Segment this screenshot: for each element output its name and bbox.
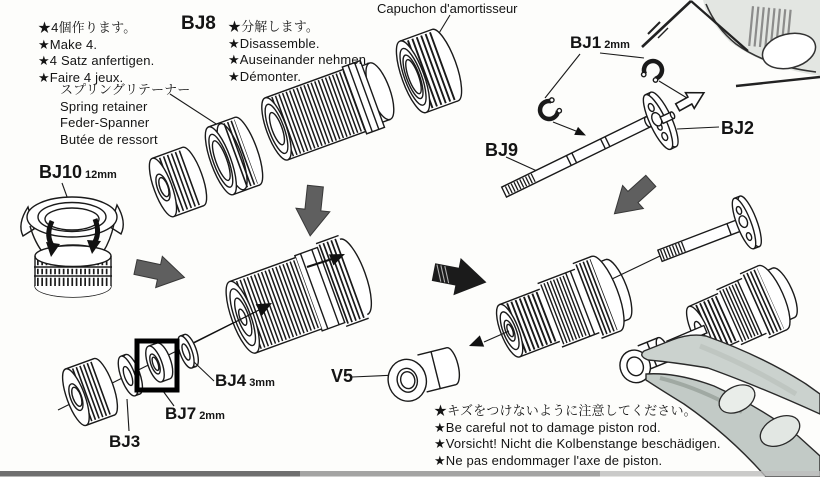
part-label-bj8 <box>181 13 216 35</box>
note-line: Feder-Spanner <box>60 115 150 130</box>
part-label-bj7 <box>165 404 225 424</box>
note-line: ★Make 4. <box>38 36 98 52</box>
note-line: スプリングリテーナー <box>60 82 191 97</box>
eclip1-arrow-icon <box>574 127 586 136</box>
leader-line-bj1-right <box>600 53 644 58</box>
note-make4 <box>38 20 154 86</box>
label-damper-cap: Capuchon d'amortisseur <box>377 1 518 16</box>
leader-line-bj1-left <box>545 54 580 98</box>
assembled-piston-rod-part <box>650 194 766 281</box>
arrow-right-icon <box>132 251 188 293</box>
part-label-bj10 <box>39 162 117 183</box>
part-code: BJ1 <box>570 33 602 52</box>
part-size: 3mm <box>249 377 275 389</box>
piston-rod-part <box>502 116 653 197</box>
adjuster-nut-part <box>144 144 212 219</box>
white-direction-arrow-icon <box>673 85 708 115</box>
part-size: 12mm <box>85 169 117 181</box>
page-edge-shadow <box>0 471 820 477</box>
note-caution <box>434 403 721 469</box>
arrow-down-left-icon <box>604 169 661 225</box>
arrow-down-icon <box>293 184 332 237</box>
spring-retainer-part <box>199 114 269 198</box>
note-line: ★分解します。 <box>228 19 320 34</box>
part-code: BJ2 <box>721 118 755 138</box>
damper-cap-part <box>390 26 469 117</box>
note-line: ★キズをつけないように注意してください。 <box>434 403 697 418</box>
note-line: ★Disassemble. <box>228 35 320 51</box>
e-clip-part <box>641 58 665 83</box>
note-line: Butée de ressort <box>60 131 158 147</box>
part-code: V5 <box>331 366 354 386</box>
part-code: BJ4 <box>215 371 247 390</box>
part-code: BJ7 <box>165 404 197 423</box>
leader-line-bj4 <box>194 362 214 381</box>
leader-line-bj2 <box>677 127 719 129</box>
note-spring-retainer <box>60 82 190 148</box>
bj7-spacer-part <box>142 341 177 385</box>
part-code: BJ10 <box>39 162 83 182</box>
note-line: ★Démonter. <box>228 68 302 84</box>
v5-ball-connector-part <box>384 346 464 405</box>
note-line: ★4 Satz anfertigen. <box>38 53 155 68</box>
lower-cap-nut-part <box>57 356 123 429</box>
note-line: Spring retainer <box>60 98 148 114</box>
note-line: ★Ne pas endommager l'axe de piston. <box>434 452 663 468</box>
part-label-bj3 <box>109 432 140 452</box>
part-code: BJ9 <box>485 140 519 160</box>
note-line: ★Be careful not to damage piston rod. <box>434 419 661 435</box>
note-disassemble <box>228 19 370 85</box>
leader-line-bj3 <box>127 399 129 431</box>
part-label-bj4 <box>215 371 275 391</box>
shock-body-final-part <box>487 249 641 372</box>
part-label-bj2 <box>721 118 754 139</box>
arrow-right-large-icon <box>430 253 490 301</box>
bj10-preload-spacer-part <box>21 197 123 297</box>
rod-tip-line <box>612 256 660 279</box>
note-line: ★Auseinander nehmen. <box>228 52 370 67</box>
note-line: ★Vorsicht! Nicht die Kolbenstange beschädigen. <box>434 436 721 451</box>
part-size: 2mm <box>604 39 630 51</box>
corner-illustration <box>642 0 820 86</box>
part-label-bj1 <box>570 33 630 53</box>
e-clip-part <box>536 97 562 123</box>
part-code: BJ3 <box>109 432 141 451</box>
part-label-bj9 <box>485 140 518 161</box>
part-code: BJ8 <box>181 13 216 34</box>
note-line: ★Faire 4 jeux. <box>38 69 124 85</box>
part-label-v5 <box>331 366 353 387</box>
damper-body-assembled-part <box>217 231 380 362</box>
note-line: ★4個作ります。 <box>38 20 137 35</box>
part-size: 2mm <box>199 410 225 422</box>
